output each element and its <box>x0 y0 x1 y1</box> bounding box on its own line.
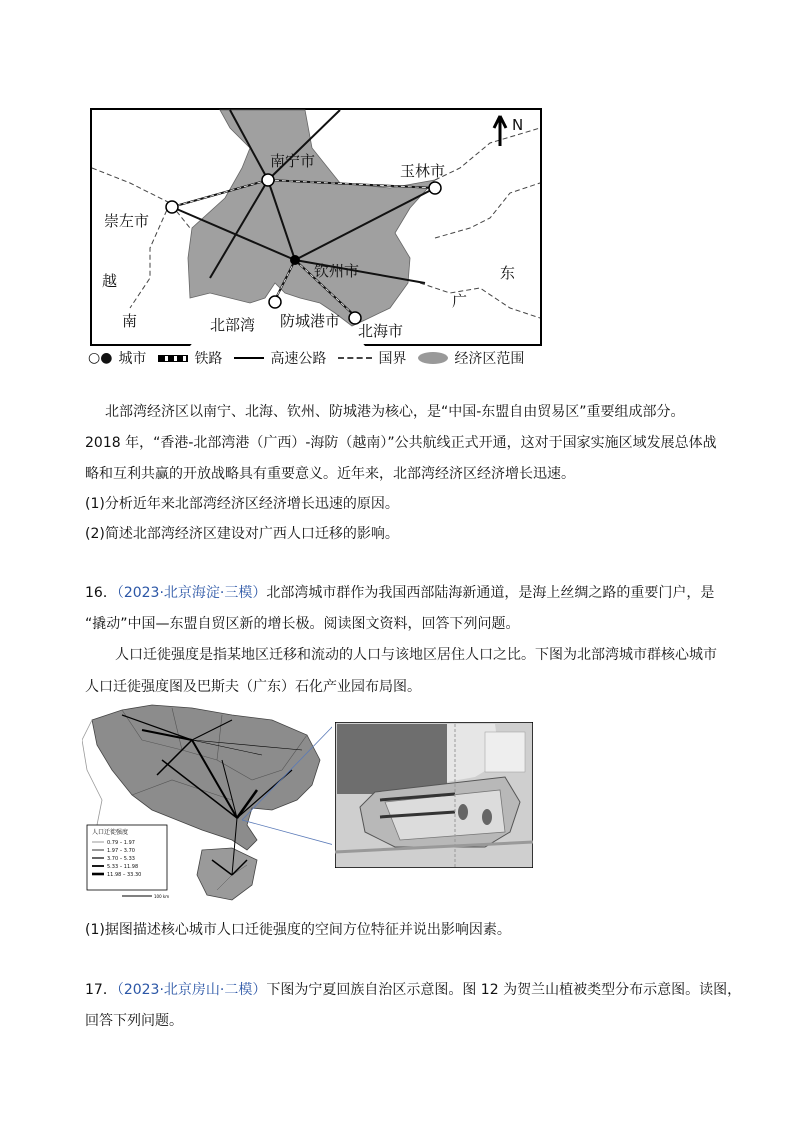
label-yulin: 玉林市 <box>400 162 446 180</box>
border-legend-icon <box>338 357 372 359</box>
map1-legend <box>88 348 558 368</box>
q15-paragraph-line1: 北部湾经济区以南宁、北海、钦州、防城港为核心，是“中国-东盟自由贸易区”重要组成部分。 <box>105 404 685 420</box>
label-yue: 越 <box>102 272 118 290</box>
q15-subquestion-1: (1)分析近年来北部湾经济区经济增长迅速的原因。 <box>85 496 399 512</box>
legend-railway: 铁路 <box>194 351 223 367</box>
legend-zone: 经济区范围 <box>454 351 525 367</box>
label-nan: 南 <box>122 312 138 330</box>
q17-stem-line1: 下图为宁夏回族自治区示意图。图 12 为贺兰山植被类型分布示意图。读图， <box>266 982 742 998</box>
migration-legend-item-5: 11.98 – 33.30 <box>107 872 142 878</box>
q17-number: 17． <box>85 982 117 998</box>
q16-paragraph-line1: 人口迁徙强度是指某地区迁移和流动的人口与该地区居住人口之比。下图为北部湾城市群核心城市 <box>115 647 717 663</box>
qinzhou-city-marker <box>290 255 300 265</box>
zone-legend-icon <box>418 352 448 364</box>
nanning-city-marker <box>262 174 274 186</box>
label-beibuwan: 北部湾 <box>210 316 256 334</box>
label-nanning: 南宁市 <box>270 152 316 170</box>
migration-legend-item-3: 3.70 – 5.33 <box>107 856 135 862</box>
q16-stem-line2: “撬动”中国—东盟自贸区新的增长极。阅读图文资料，回答下列问题。 <box>85 616 520 632</box>
q16-heading-line1 <box>85 583 725 603</box>
migration-legend-item-4: 5.33 – 11.98 <box>107 864 139 870</box>
migration-legend-item-1: 0.79 – 1.97 <box>107 840 135 846</box>
migration-intensity-map <box>82 700 332 910</box>
q16-source-link[interactable]: （2023·北京海淀·三模） <box>116 585 267 601</box>
label-fangchenggang: 防城港市 <box>280 312 341 330</box>
label-guang: 广 <box>452 292 468 310</box>
railway-legend-icon <box>158 355 188 362</box>
beibu-gulf-map <box>90 108 542 346</box>
petrochemical-park-layout-map <box>335 722 533 868</box>
migration-legend-title: 人口迁徙强度 <box>92 829 129 836</box>
city-legend-icon: ○● <box>88 350 113 366</box>
label-dong: 东 <box>500 264 516 282</box>
q17-source-link[interactable]: （2023·北京房山·二模） <box>116 982 267 998</box>
q17-heading-line1 <box>85 980 742 1000</box>
legend-highway: 高速公路 <box>270 351 327 367</box>
q16-stem-line1: 北部湾城市群作为我国西部陆海新通道，是海上丝绸之路的重要门户，是 <box>266 585 715 601</box>
chongzuo-city-marker <box>166 201 178 213</box>
north-label: N <box>512 116 524 134</box>
label-chongzuo: 崇左市 <box>104 212 150 230</box>
legend-border: 国界 <box>378 351 407 367</box>
q16-paragraph-line2: 人口迁徙强度图及巴斯夫（广东）石化产业园布局图。 <box>85 679 421 695</box>
q15-paragraph-line2: 2018 年，“香港-北部湾港（广西）-海防（越南）”公共航线正式开通，这对于国家实施区域发展总体战 <box>85 435 717 451</box>
yulin-city-marker <box>429 182 441 194</box>
label-beihai: 北海市 <box>358 322 404 340</box>
q17-stem-line2: 回答下列问题。 <box>85 1013 183 1029</box>
legend-city: 城市 <box>118 351 147 367</box>
q16-number: 16． <box>85 585 117 601</box>
q16-subquestion-1: (1)据图描述核心城市人口迁徙强度的空间方位特征并说出影响因素。 <box>85 922 511 938</box>
q15-subquestion-2: (2)简述北部湾经济区建设对广西人口迁移的影响。 <box>85 526 399 542</box>
fangchenggang-city-marker <box>269 296 281 308</box>
scale-bar-label: 100 km <box>154 894 170 899</box>
migration-legend-item-2: 1.97 – 3.70 <box>107 848 135 854</box>
highway-legend-icon <box>234 357 264 359</box>
q15-paragraph-line3: 略和互利共赢的开放战略具有重要意义。近年来，北部湾经济区经济增长迅速。 <box>85 466 575 482</box>
label-qinzhou: 钦州市 <box>314 262 360 280</box>
